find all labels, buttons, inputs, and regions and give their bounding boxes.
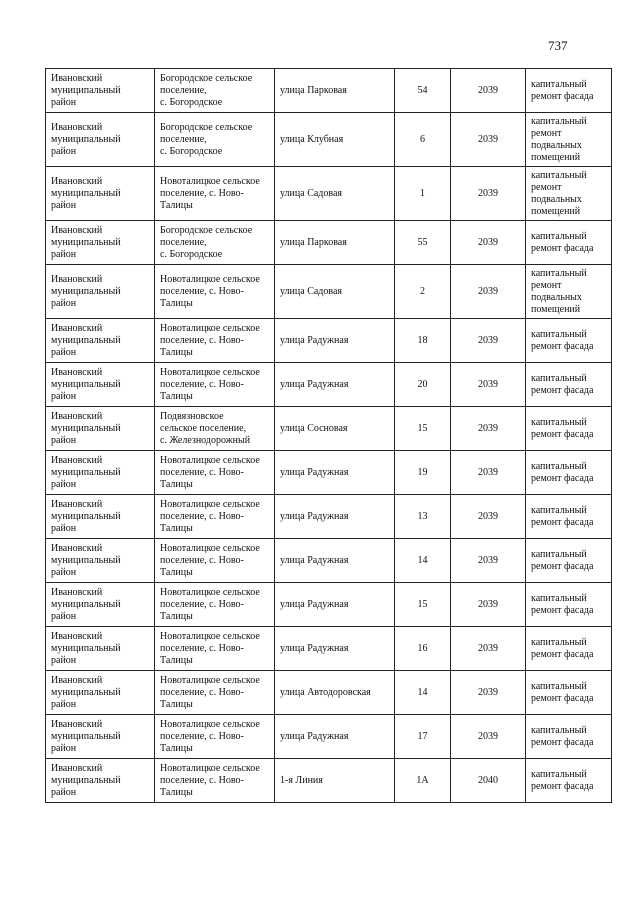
settlement-line: поселение, с. Ново- [160,598,244,610]
district-line: муниципальный [51,642,121,654]
street-cell: улица Садовая [275,265,395,319]
year-cell: 2039 [451,69,526,113]
settlement-line: поселение, с. Ново- [160,730,244,742]
settlement-line: Талицы [160,297,193,309]
settlement-line: поселение, с. Ново- [160,466,244,478]
work-type-line: ремонт фасада [531,516,594,528]
work-type-line: капитальный [531,768,587,780]
table-row [46,407,612,451]
district-line: Ивановский [51,762,103,774]
work-type-line: ремонт фасада [531,692,594,704]
district-cell [46,319,155,363]
settlement-line: Подвязновское [160,410,224,422]
table-row [46,627,612,671]
street-cell: улица Парковая [275,69,395,113]
district-cell [46,671,155,715]
work-type-line: ремонт [531,127,562,139]
house-number-cell: 14 [395,671,451,715]
work-type-line: капитальный [531,169,587,181]
year-cell: 2039 [451,265,526,319]
settlement-cell [155,363,275,407]
house-number-cell: 19 [395,451,451,495]
settlement-line: сельское поселение, [160,422,247,434]
settlement-line: с. Железнодорожный [160,434,251,446]
settlement-line: Талицы [160,786,193,798]
district-line: Ивановский [51,322,103,334]
work-type-cell [526,407,612,451]
year-cell: 2039 [451,407,526,451]
street-cell: улица Радужная [275,363,395,407]
house-number-cell: 14 [395,539,451,583]
district-line: Ивановский [51,498,103,510]
year-cell: 2039 [451,627,526,671]
work-type-cell [526,671,612,715]
street-cell: улица Радужная [275,451,395,495]
work-type-line: ремонт фасада [531,648,594,660]
settlement-line: поселение, с. Ново- [160,554,244,566]
district-cell [46,167,155,221]
work-type-line: капитальный [531,115,587,127]
settlement-cell [155,583,275,627]
district-line: Ивановский [51,72,103,84]
work-type-cell [526,759,612,803]
house-number-cell: 6 [395,113,451,167]
district-line: Ивановский [51,410,103,422]
settlement-line: Талицы [160,654,193,666]
table-row [46,539,612,583]
year-cell: 2039 [451,671,526,715]
district-line: район [51,96,77,108]
district-line: район [51,698,77,710]
work-type-line: ремонт фасада [531,780,594,792]
district-line: Ивановский [51,586,103,598]
settlement-line: Талицы [160,346,193,358]
settlement-line: поселение, [160,84,207,96]
settlement-line: поселение, с. Ново- [160,686,244,698]
house-number-cell: 54 [395,69,451,113]
district-line: Ивановский [51,630,103,642]
year-cell: 2039 [451,221,526,265]
settlement-cell [155,265,275,319]
settlement-cell [155,451,275,495]
settlement-line: Новоталицкое сельское [160,366,260,378]
street-cell: улица Парковая [275,221,395,265]
district-line: район [51,346,77,358]
work-type-line: ремонт фасада [531,384,594,396]
district-cell [46,407,155,451]
settlement-line: Талицы [160,742,193,754]
work-type-cell [526,583,612,627]
district-line: Ивановский [51,224,103,236]
district-line: Ивановский [51,175,103,187]
settlement-line: Богородское сельское [160,72,253,84]
settlement-cell [155,627,275,671]
settlement-line: поселение, с. Ново- [160,187,244,199]
work-type-line: капитальный [531,78,587,90]
house-number-cell: 16 [395,627,451,671]
street-cell: улица Клубная [275,113,395,167]
street-cell: улица Радужная [275,495,395,539]
settlement-cell [155,221,275,265]
settlement-line: Талицы [160,199,193,211]
work-type-line: помещений [531,303,581,315]
district-line: район [51,654,77,666]
work-type-line: капитальный [531,230,587,242]
district-line: район [51,742,77,754]
settlement-line: поселение, с. Ново- [160,510,244,522]
district-line: Ивановский [51,542,103,554]
work-type-line: капитальный [531,680,587,692]
settlement-line: Новоталицкое сельское [160,542,260,554]
district-line: район [51,248,77,260]
settlement-line: с. Богородское [160,145,223,157]
district-cell [46,495,155,539]
work-type-cell [526,495,612,539]
district-line: муниципальный [51,187,121,199]
year-cell: 2039 [451,583,526,627]
work-type-line: капитальный [531,267,587,279]
year-cell: 2039 [451,167,526,221]
district-line: Ивановский [51,121,103,133]
year-cell: 2039 [451,451,526,495]
district-line: район [51,522,77,534]
year-cell: 2039 [451,495,526,539]
table-row [46,759,612,803]
district-line: муниципальный [51,554,121,566]
year-cell: 2039 [451,715,526,759]
settlement-line: поселение, с. Ново- [160,378,244,390]
year-cell: 2039 [451,319,526,363]
district-cell [46,627,155,671]
district-cell [46,759,155,803]
work-type-line: ремонт фасада [531,428,594,440]
table-row [46,671,612,715]
settlement-line: Новоталицкое сельское [160,762,260,774]
settlement-line: поселение, с. Ново- [160,334,244,346]
settlement-cell [155,113,275,167]
work-type-line: ремонт [531,181,562,193]
district-line: район [51,566,77,578]
work-type-cell [526,363,612,407]
district-line: Ивановский [51,674,103,686]
work-type-line: капитальный [531,460,587,472]
settlement-line: Новоталицкое сельское [160,718,260,730]
settlement-line: Талицы [160,698,193,710]
street-cell: улица Радужная [275,319,395,363]
street-cell: 1-я Линия [275,759,395,803]
settlement-cell [155,539,275,583]
district-line: муниципальный [51,730,121,742]
street-cell: улица Радужная [275,539,395,583]
district-line: муниципальный [51,510,121,522]
house-number-cell: 13 [395,495,451,539]
district-line: район [51,610,77,622]
settlement-line: поселение, с. Ново- [160,774,244,786]
work-type-line: ремонт [531,279,562,291]
district-cell [46,715,155,759]
settlement-line: Новоталицкое сельское [160,674,260,686]
district-line: муниципальный [51,84,121,96]
district-cell [46,69,155,113]
street-cell: улица Садовая [275,167,395,221]
work-type-line: ремонт фасада [531,90,594,102]
district-line: муниципальный [51,334,121,346]
house-number-cell: 18 [395,319,451,363]
table-row [46,319,612,363]
house-number-cell: 20 [395,363,451,407]
work-type-line: капитальный [531,724,587,736]
work-type-line: капитальный [531,504,587,516]
district-line: муниципальный [51,774,121,786]
work-type-cell [526,627,612,671]
district-line: район [51,199,77,211]
work-type-line: капитальный [531,636,587,648]
house-number-cell: 55 [395,221,451,265]
settlement-line: Новоталицкое сельское [160,322,260,334]
year-cell: 2040 [451,759,526,803]
table-row [46,495,612,539]
settlement-line: Талицы [160,610,193,622]
district-cell [46,451,155,495]
table-body [46,69,612,803]
house-number-cell: 15 [395,407,451,451]
work-type-line: ремонт фасада [531,340,594,352]
table-row [46,451,612,495]
street-cell: улица Автодоровская [275,671,395,715]
work-type-line: капитальный [531,328,587,340]
house-number-cell: 15 [395,583,451,627]
work-type-cell [526,221,612,265]
settlement-line: Талицы [160,390,193,402]
district-line: муниципальный [51,422,121,434]
page-number: 737 [548,38,568,53]
house-number-cell: 2 [395,265,451,319]
settlement-line: Талицы [160,478,193,490]
year-cell: 2039 [451,539,526,583]
house-number-cell: 1А [395,759,451,803]
district-line: муниципальный [51,133,121,145]
work-type-line: помещений [531,151,581,163]
work-type-cell [526,113,612,167]
district-cell [46,265,155,319]
district-line: район [51,434,77,446]
work-type-line: подвальных [531,291,582,303]
year-cell: 2039 [451,113,526,167]
settlement-line: поселение, с. Ново- [160,642,244,654]
settlement-line: Новоталицкое сельское [160,498,260,510]
work-type-line: ремонт фасада [531,560,594,572]
table-row [46,265,612,319]
settlement-line: Богородское сельское [160,121,253,133]
settlement-cell [155,671,275,715]
district-line: муниципальный [51,378,121,390]
work-type-line: подвальных [531,139,582,151]
table-row [46,583,612,627]
work-type-line: капитальный [531,548,587,560]
work-type-cell [526,539,612,583]
settlement-line: Талицы [160,522,193,534]
district-line: муниципальный [51,285,121,297]
settlement-cell [155,407,275,451]
street-cell: улица Радужная [275,583,395,627]
district-line: Ивановский [51,366,103,378]
settlement-line: Новоталицкое сельское [160,175,260,187]
district-cell [46,113,155,167]
work-type-line: капитальный [531,372,587,384]
settlement-line: поселение, [160,133,207,145]
street-cell: улица Радужная [275,715,395,759]
work-type-line: ремонт фасада [531,604,594,616]
house-number-cell: 1 [395,167,451,221]
settlement-cell [155,759,275,803]
settlement-line: Новоталицкое сельское [160,273,260,285]
work-type-line: ремонт фасада [531,736,594,748]
table-row [46,167,612,221]
work-type-cell [526,265,612,319]
district-cell [46,221,155,265]
settlement-line: поселение, [160,236,207,248]
settlement-cell [155,715,275,759]
work-type-line: ремонт фасада [531,242,594,254]
district-line: район [51,390,77,402]
settlement-cell [155,495,275,539]
settlement-cell [155,69,275,113]
settlement-line: Новоталицкое сельское [160,630,260,642]
settlement-cell [155,167,275,221]
settlement-line: поселение, с. Ново- [160,285,244,297]
work-type-line: ремонт фасада [531,472,594,484]
district-line: муниципальный [51,686,121,698]
table-row [46,69,612,113]
district-line: район [51,478,77,490]
district-cell [46,583,155,627]
settlement-line: Новоталицкое сельское [160,586,260,598]
district-line: Ивановский [51,718,103,730]
settlement-line: Талицы [160,566,193,578]
settlement-line: Богородское сельское [160,224,253,236]
work-type-line: подвальных [531,193,582,205]
work-type-cell [526,167,612,221]
work-type-line: капитальный [531,592,587,604]
work-type-cell [526,451,612,495]
district-cell [46,539,155,583]
house-number-cell: 17 [395,715,451,759]
work-type-line: капитальный [531,416,587,428]
settlement-cell [155,319,275,363]
work-type-cell [526,319,612,363]
district-line: муниципальный [51,598,121,610]
work-type-line: помещений [531,205,581,217]
table-row [46,715,612,759]
street-cell: улица Радужная [275,627,395,671]
district-line: муниципальный [51,466,121,478]
settlement-line: Новоталицкое сельское [160,454,260,466]
table-row [46,113,612,167]
year-cell: 2039 [451,363,526,407]
table-row [46,363,612,407]
settlement-line: с. Богородское [160,248,223,260]
district-line: Ивановский [51,454,103,466]
work-type-cell [526,715,612,759]
table-row [46,221,612,265]
street-cell: улица Сосновая [275,407,395,451]
district-line: район [51,297,77,309]
repair-schedule-table [45,68,612,803]
work-type-cell [526,69,612,113]
district-line: муниципальный [51,236,121,248]
district-line: Ивановский [51,273,103,285]
settlement-line: с. Богородское [160,96,223,108]
district-cell [46,363,155,407]
district-line: район [51,786,77,798]
district-line: район [51,145,77,157]
